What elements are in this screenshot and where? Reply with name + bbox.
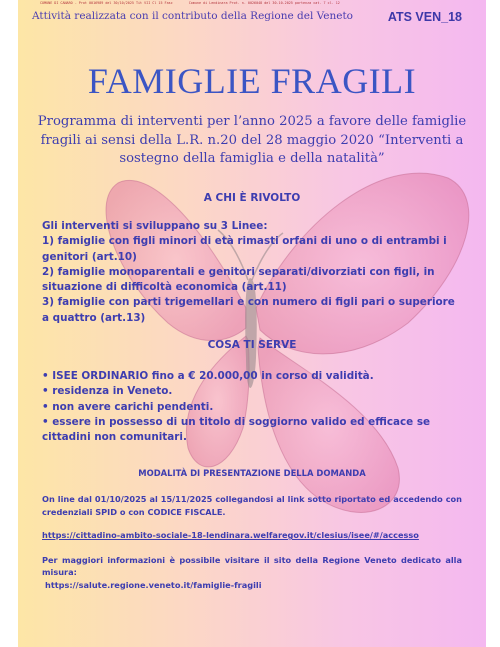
- submission-block: [42, 493, 462, 592]
- target-lines: [42, 219, 462, 326]
- poster: [18, 0, 486, 647]
- protocol-stamp-left: COMUNE DI CANARO - Prot 0016989 del 30/10/2025 Tit VII Cl 15 Fasc: [40, 1, 173, 5]
- requirement-item: • residenza in Veneto.: [42, 385, 173, 398]
- protocol-stamp-right: Comune di Lendinara Prot. n. 0026048 del 30-10-2025 partenza cat. 7 cl. 12: [188, 1, 340, 5]
- ats-code: ATS VEN_18: [387, 10, 462, 24]
- requirement-item: • essere in possesso di un titolo di soggiorno valido ed efficace se cittadini non comunitari.: [42, 415, 431, 444]
- requirements-list: [42, 369, 462, 445]
- target-line-3: 3) famiglie con parti trigemellari e con numero di figli pari o superiore a quattro (art.13): [42, 296, 455, 324]
- target-line-2: 2) famiglie monoparentali e genitori separati/divorziati con figli, in situazione di difficoltà economica (art.11): [42, 265, 435, 294]
- contribution-note: Attività realizzata con il contributo della Regione del Veneto: [32, 10, 353, 22]
- requirement-item: • non avere carichi pendenti.: [42, 400, 214, 413]
- section-heading-requirements: COSA TI SERVE: [207, 339, 297, 351]
- requirement-item: • ISEE ORDINARIO fino a € 20.000,00 in corso di validità.: [42, 370, 374, 382]
- section-heading-submission: MODALITÀ DI PRESENTAZIONE DELLA DOMANDA: [138, 468, 366, 478]
- target-line-1: 1) famiglie con figli minori di età rimasti orfani di uno o di entrambi i genitori (art.10): [42, 235, 447, 263]
- application-link[interactable]: https://cittadino-ambito-sociale-18-lendinara.welfaregov.it/clesius/isee/#/accesso: [42, 530, 419, 541]
- target-intro: Gli interventi si sviluppano su 3 Linee:: [42, 220, 268, 232]
- submission-text: On line dal 01/10/2025 al 15/11/2025 collegandosi al link sotto riportato ed accedendo con credenziali SPID o con CODICE FISCALE.: [42, 494, 462, 517]
- page-title: FAMIGLIE FRAGILI: [87, 61, 417, 101]
- page-subtitle: Programma di interventi per l’anno 2025 a favore delle famiglie fragili ai sensi della L.R. n.20 del 28 maggio 2020 “Interventi a sostegno della famiglia e della natalità”: [37, 114, 467, 166]
- info-text: Per maggiori informazioni è possibile visitare il sito della Regione Veneto dedicato alla misura:: [42, 554, 462, 578]
- section-heading-target: A CHI È RIVOLTO: [203, 192, 301, 204]
- protocol-stamp: [40, 1, 446, 5]
- info-link[interactable]: https://salute.regione.veneto.it/famiglie-fragili: [45, 579, 262, 590]
